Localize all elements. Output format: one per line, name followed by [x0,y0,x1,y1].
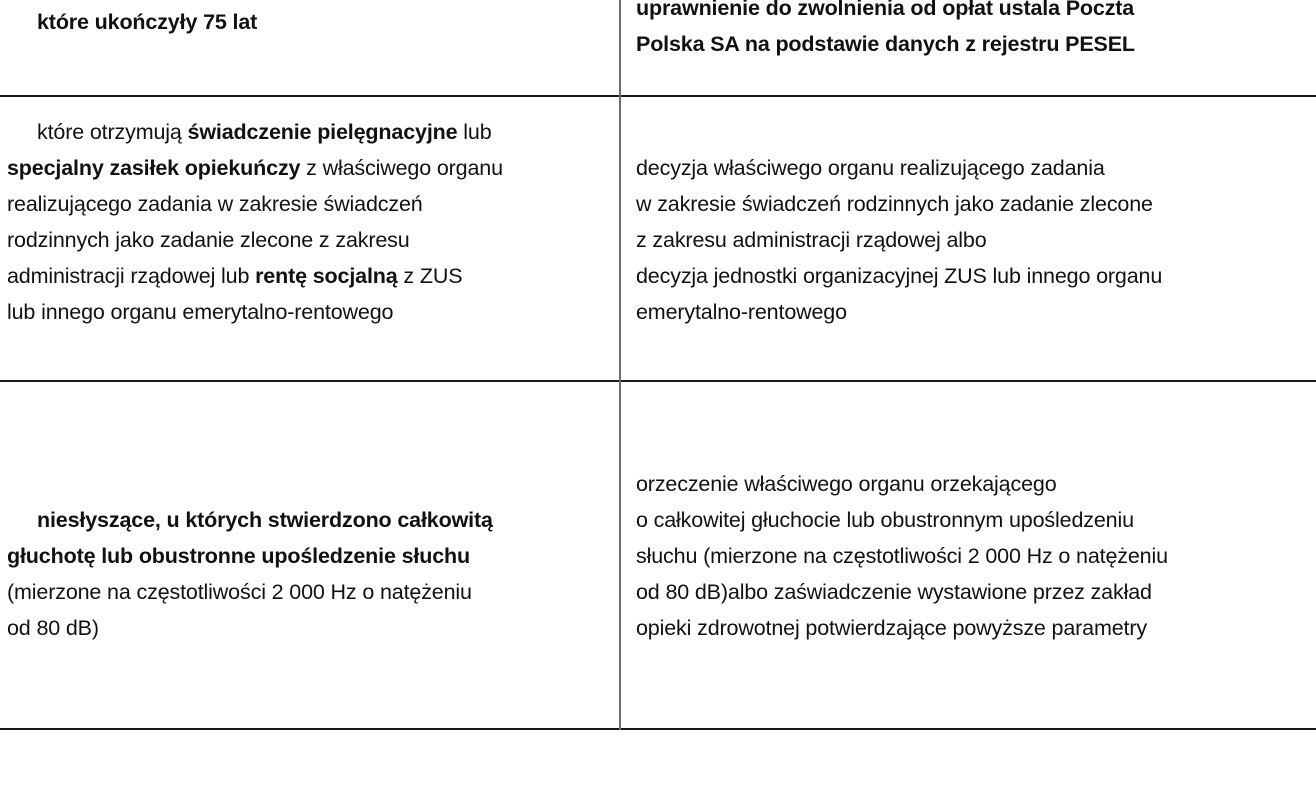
document-text: orzeczenie właściwego organu orzekającego [636,472,1057,496]
eligibility-emphasis: rentę socjalną [255,264,398,288]
text-line [636,150,1312,186]
eligibility-text: administracji rządowej lub [7,264,256,288]
text-line [636,466,1312,502]
document-text: uprawnienie do zwolnienia od opłat ustala Poczta [636,0,1135,20]
text-line [7,574,613,610]
cell-row2-eligibility [7,502,613,646]
eligibility-text: z ZUS [397,264,463,288]
cell-row0-document [636,0,1312,62]
eligibility-emphasis: głuchotę lub obustronne upośledzenie słuchu [7,544,470,568]
text-line [7,4,613,40]
table-column-divider [619,0,621,730]
text-line [636,222,1312,258]
text-line [7,294,613,330]
text-line [636,26,1312,62]
text-line [636,538,1312,574]
text-line [7,222,613,258]
text-line [636,0,1312,26]
document-text: od 80 dB)albo zaświadczenie wystawione przez zakład [636,580,1152,604]
eligibility-text: z właściwego organu [300,156,503,180]
eligibility-emphasis: specjalny zasiłek opiekuńczy [7,156,301,180]
eligibility-text: rodzinnych jako zadanie zlecone z zakresu [7,228,410,252]
document-text: decyzja właściwego organu realizującego zadania [636,156,1105,180]
cell-row1-eligibility [7,114,613,330]
cell-row0-eligibility [7,4,613,40]
cell-row2-document [636,466,1312,646]
eligibility-text: które ukończyły 75 lat [37,10,258,34]
cell-row1-document [636,150,1312,330]
table-row-divider [0,380,1316,382]
eligibility-emphasis: niesłyszące, u których stwierdzono całkowitą [37,508,493,532]
document-text: Polska SA na podstawie danych z rejestru PESEL [636,32,1135,56]
text-line [7,186,613,222]
document-text: z zakresu administracji rządowej albo [636,228,987,252]
eligibility-emphasis: świadczenie pielęgnacyjne [187,120,458,144]
eligibility-text: od 80 dB) [7,616,99,640]
text-line [7,114,613,150]
text-line [7,610,613,646]
text-line [7,150,613,186]
text-line [636,574,1312,610]
document-text: opieki zdrowotnej potwierdzające powyższe parametry [636,616,1147,640]
document-text: słuchu (mierzone na częstotliwości 2 000 Hz o natężeniu [636,544,1168,568]
eligibility-text: które otrzymują [37,120,188,144]
document-text: decyzja jednostki organizacyjnej ZUS lub innego organu [636,264,1163,288]
eligibility-text: (mierzone na częstotliwości 2 000 Hz o natężeniu [7,580,472,604]
document-text: emerytalno-rentowego [636,300,847,324]
document-text: w zakresie świadczeń rodzinnych jako zadanie zlecone [636,192,1153,216]
eligibility-text: lub [457,120,492,144]
text-line [636,294,1312,330]
text-line [7,258,613,294]
text-line [636,258,1312,294]
table-bottom-border [0,728,1316,730]
text-line [636,186,1312,222]
eligibility-text: realizującego zadania w zakresie świadczeń [7,192,423,216]
text-line [7,502,613,538]
text-line [7,538,613,574]
document-text: o całkowitej głuchocie lub obustronnym upośledzeniu [636,508,1134,532]
eligibility-text: lub innego organu emerytalno-rentowego [7,300,394,324]
text-line [636,610,1312,646]
text-line [636,502,1312,538]
table-row-divider [0,95,1316,97]
